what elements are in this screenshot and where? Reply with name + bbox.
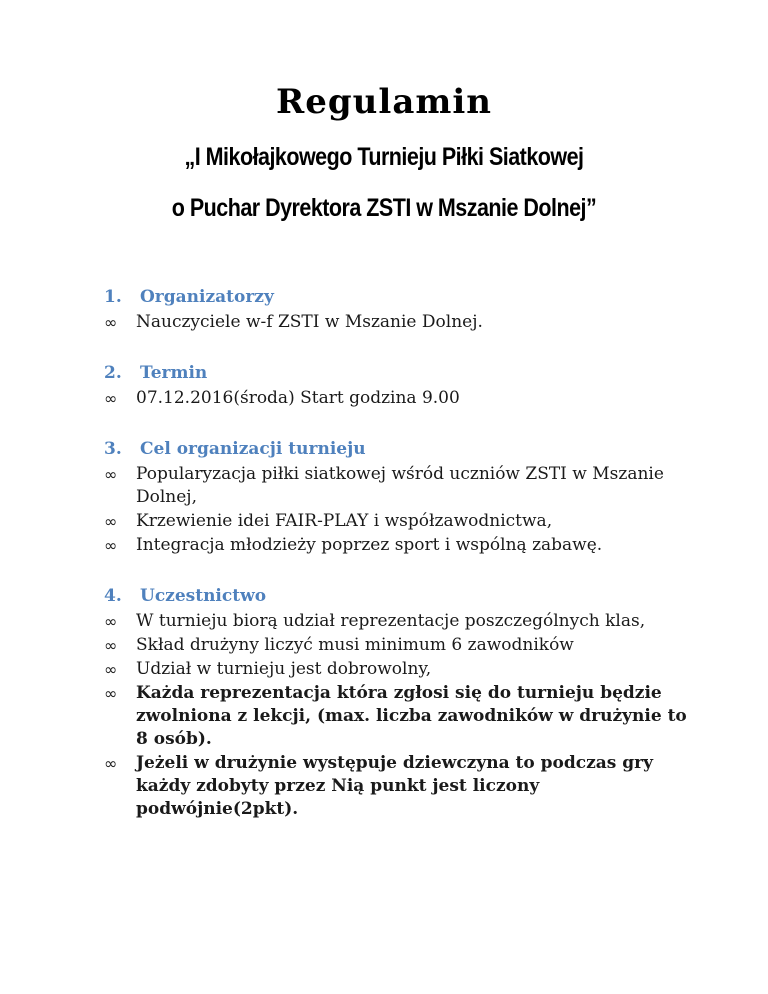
list-item — [104, 463, 704, 509]
list-item — [104, 752, 704, 821]
list-item — [104, 311, 704, 334]
list-item-text: Popularyzacja piłki siatkowej wśród uczniów ZSTI w Mszanie Dolnej, — [136, 464, 664, 507]
rules-content — [104, 283, 704, 846]
section-organizers — [104, 283, 704, 334]
section-heading — [104, 359, 704, 387]
list-item-text: Udział w turnieju jest dobrowolny, — [136, 659, 432, 679]
section-heading — [104, 435, 704, 463]
list-item-text: Każda reprezentacja która zgłosi się do turnieju będzie zwolniona z lekcji, (max. liczba zawodników w drużynie to 8 osób). — [136, 683, 687, 749]
section-number: 3. — [104, 438, 122, 459]
list-item — [104, 534, 704, 557]
infinity-icon: ∞ — [104, 754, 118, 773]
section-list — [104, 610, 704, 821]
infinity-icon: ∞ — [104, 465, 118, 484]
infinity-icon: ∞ — [104, 512, 118, 531]
list-item — [104, 387, 704, 410]
list-item — [104, 634, 704, 657]
section-number: 4. — [104, 585, 122, 606]
document-title: Regulamin — [276, 82, 492, 122]
list-item-text: Nauczyciele w-f ZSTI w Mszanie Dolnej. — [136, 312, 483, 332]
section-date — [104, 359, 704, 410]
infinity-icon: ∞ — [104, 536, 118, 555]
section-title: Cel organizacji turnieju — [140, 438, 366, 459]
list-item-text: Krzewienie idei FAIR-PLAY i współzawodnictwa, — [136, 511, 553, 531]
list-item — [104, 510, 704, 533]
section-heading — [104, 582, 704, 610]
list-item-text: Jeżeli w drużynie występuje dziewczyna to podczas gry każdy zdobyty przez Nią punkt jest liczony podwójnie(2pkt). — [136, 753, 653, 819]
section-title: Uczestnictwo — [140, 585, 267, 606]
section-list — [104, 463, 704, 557]
infinity-icon: ∞ — [104, 313, 118, 332]
infinity-icon: ∞ — [104, 684, 118, 703]
document-subtitle-line1: „I Mikołajkowego Turnieju Piłki Siatkowej — [184, 143, 584, 171]
section-number: 2. — [104, 362, 122, 383]
infinity-icon: ∞ — [104, 636, 118, 655]
list-item — [104, 658, 704, 681]
infinity-icon: ∞ — [104, 389, 118, 408]
section-heading — [104, 283, 704, 311]
list-item — [104, 610, 704, 633]
document-subtitle-line2: o Puchar Dyrektora ZSTI w Mszanie Dolnej” — [171, 194, 597, 222]
infinity-icon: ∞ — [104, 660, 118, 679]
section-title: Organizatorzy — [140, 286, 274, 307]
infinity-icon: ∞ — [104, 612, 118, 631]
list-item-text: 07.12.2016(środa) Start godzina 9.00 — [136, 388, 460, 408]
section-list — [104, 311, 704, 334]
list-item-text: Integracja młodzieży poprzez sport i wspólną zabawę. — [136, 535, 603, 555]
list-item-text: Skład drużyny liczyć musi minimum 6 zawodników — [136, 635, 574, 655]
section-number: 1. — [104, 286, 122, 307]
section-list — [104, 387, 704, 410]
section-goals — [104, 435, 704, 557]
section-participation — [104, 582, 704, 821]
list-item — [104, 682, 704, 751]
section-title: Termin — [140, 362, 208, 383]
list-item-text: W turnieju biorą udział reprezentacje poszczególnych klas, — [136, 611, 646, 631]
